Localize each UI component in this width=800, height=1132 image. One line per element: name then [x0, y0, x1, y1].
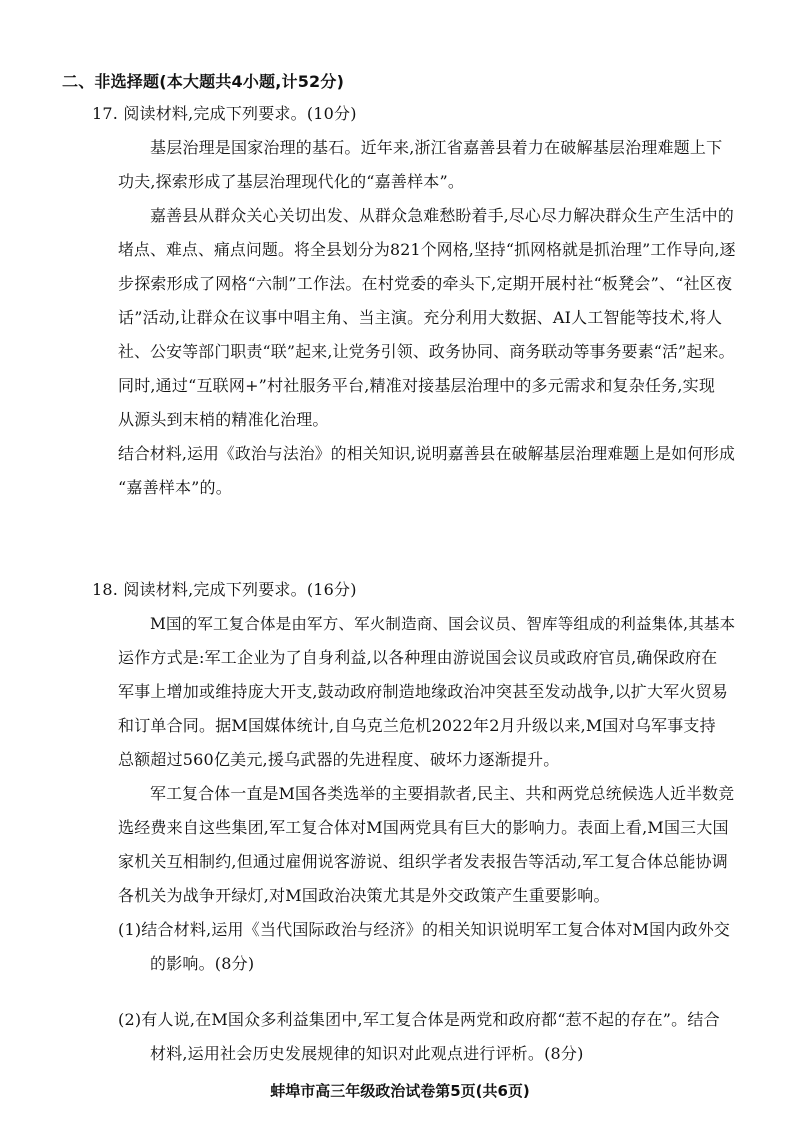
q17-para1-line: 基层治理是国家治理的基石。近年来,浙江省嘉善县着力在破解基层治理难题上下: [150, 138, 723, 157]
q18-para1-line: 总额超过560亿美元,援乌武器的先进程度、破坏力逐渐提升。: [118, 750, 560, 769]
q17-para2-line: 堵点、难点、痛点问题。将全县划分为821个网格,坚持“抓网格就是抓治理”工作导向,逐: [118, 240, 736, 259]
q18-header: 18. 阅读材料,完成下列要求。(16分): [92, 580, 357, 599]
q17-question-line: “嘉善样本”的。: [118, 478, 232, 497]
q17-question-line: 结合材料,运用《政治与法治》的相关知识,说明嘉善县在破解基层治理难题上是如何形成: [118, 444, 736, 463]
q17-para2-line: 同时,通过“互联网+”村社服务平台,精准对接基层治理中的多元需求和复杂任务,实现: [118, 376, 716, 395]
q17-para2-line: 步探索形成了网格“六制”工作法。在村党委的牵头下,定期开展村社“板凳会”、“社区夜: [118, 274, 733, 293]
q18-sub1-line: (1)结合材料,运用《当代国际政治与经济》的相关知识说明军工复合体对M国内政外交: [118, 920, 731, 939]
q18-para1-line: M国的军工复合体是由军方、军火制造商、国会议员、智库等组成的利益集体,其基本: [150, 615, 736, 633]
q18-para1-line: 和订单合同。据M国媒体统计,自乌克兰危机2022年2月升级以来,M国对乌军事支持: [118, 716, 716, 735]
q18-sub2-line: (2)有人说,在M国众多利益集团中,军工复合体是两党和政府都“惹不起的存在”。结合: [118, 1010, 720, 1029]
q18-para2-line: 选经费来自这些集团,军工复合体对M国两党具有巨大的影响力。表面上看,M国三大国: [118, 818, 729, 837]
q18-para1-line: 运作方式是:军工企业为了自身利益,以各种理由游说国会议员或政府官员,确保政府在: [118, 648, 718, 667]
q17-para2-line: 从源头到末梢的精准化治理。: [118, 410, 329, 429]
q17-para2-line: 社、公安等部门职责“联”起来,让党务引领、政务协同、商务联动等事务要素“活”起来。: [118, 342, 735, 361]
q17-header: 17. 阅读材料,完成下列要求。(10分): [92, 104, 357, 123]
q17-para2-line: 话”活动,让群众在议事中唱主角、当主演。充分利用大数据、AI人工智能等技术,将人: [118, 308, 723, 327]
q18-para2-line: 军工复合体一直是M国各类选举的主要捐款者,民主、共和两党总统候选人近半数竞: [150, 784, 735, 803]
q18-para2-line: 各机关为战争开绿灯,对M国政治决策尤其是外交政策产生重要影响。: [118, 886, 610, 905]
q17-para1-line: 功夫,探索形成了基层治理现代化的“嘉善样本”。: [118, 172, 465, 191]
q18-sub2-line: 材料,运用社会历史发展规律的知识对此观点进行评析。(8分): [150, 1044, 584, 1063]
q18-sub1-line: 的影响。(8分): [150, 954, 255, 973]
q18-para1-line: 军事上增加或维持庞大开支,鼓动政府制造地缘政治冲突甚至发动战争,以扩大军火贸易: [118, 682, 728, 701]
q18-para2-line: 家机关互相制约,但通过雇佣说客游说、组织学者发表报告等活动,军工复合体总能协调: [118, 852, 728, 871]
page-footer: 蚌埠市高三年级政治试卷第5页(共6页): [270, 1082, 530, 1100]
q17-para2-line: 嘉善县从群众关心关切出发、从群众急难愁盼着手,尽心尽力解决群众生产生活中的: [150, 206, 734, 225]
section-title: 二、非选择题(本大题共4小题,计52分): [62, 72, 345, 91]
